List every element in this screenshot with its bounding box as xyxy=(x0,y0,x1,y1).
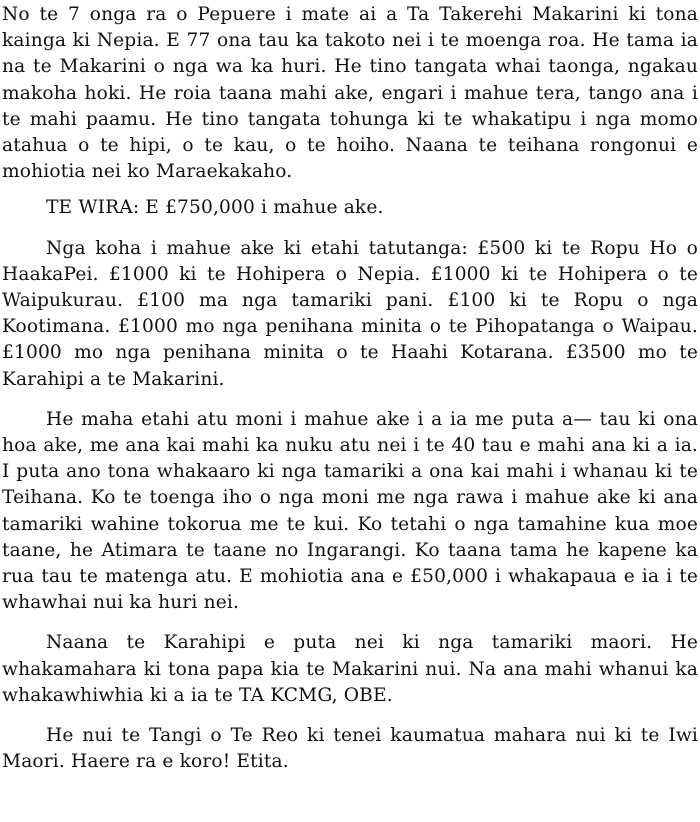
paragraph-scholarship: Naana te Karahipi e puta nei ki nga tamariki maori. He whakamahara ki tona papa kia te Makarini nui. Na ana mahi whanui ka whakawhiwhia ki a ia te TA KCMG, OBE. xyxy=(2,632,698,706)
paragraph-will: TE WIRA: E £750,000 i mahue ake. xyxy=(46,197,384,219)
paragraph-family-estate: He maha etahi atu moni i mahue ake i a ia me puta a— tau ki ona hoa ake, me ana kai mahi ka nuku atu nei i te 40 tau e mahi ana ki a ia. I puta ano tona whakaaro ki nga tamariki a ona kai mahi i whanau ki te Teihana. Ko te toenga iho o nga moni me nga rawa i mahue ake ki ana tamariki wahine tokorua me te kui. Ko tetahi o nga tamahine kua moe taane, he Atimara te taane no Ingarangi. Ko taana tama he kapene ka rua tau te matenga atu. E mohiotia ana e £50,000 i whakapaua e ia i te whawhai nui ka huri nei. xyxy=(2,408,698,614)
paragraph-obituary-intro: No te 7 onga ra o Pepuere i mate ai a Ta Takerehi Makarini ki tona kainga ki Nepia. E 77 ona tau ka takoto nei i te moenga roa. He tama ia na te Makarini o nga wa ka huri. He tino tangata whai taonga, ngakau makoha hoki. He roia taana mahi ake, engari i mahue tera, tango ana i te mahi paamu. He tino tangata tohunga ki te whakatipu i nga momo atahua o te hipi, o te kau, o te hoiho. Naana te teihana rongonui e mohiotia nei ko Maraekakaho. xyxy=(2,4,698,183)
paragraph-bequests: Nga koha i mahue ake ki etahi tatutanga: £500 ki te Ropu Ho o HaakaPei. £1000 ki te Hohipera o Nepia. £1000 ki te Hohipera o te Waipukurau. £100 ma nga tamariki pani. £100 ki te Ropu o nga Kootimana. £1000 mo nga penihana minita o te Pihopatanga o Waipau. £1000 mo nga penihana minita o te Haahi Kotarana. £3500 mo te Karahipi a te Makarini. xyxy=(2,237,698,390)
paragraph-farewell: He nui te Tangi o Te Reo ki tenei kaumatua mahara nui ki te Iwi Maori. Haere ra e koro! Etita. xyxy=(2,725,698,773)
